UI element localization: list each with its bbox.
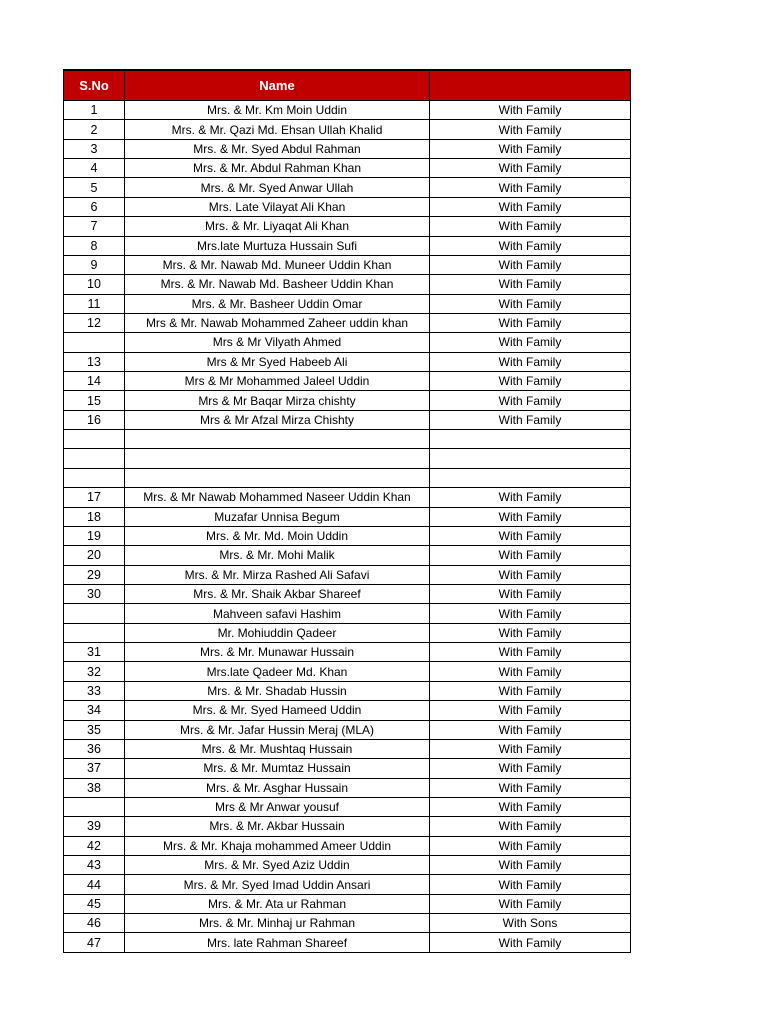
row-status-cell: With Family [430,120,631,139]
row-sno-cell: 37 [64,759,125,778]
row-sno-cell: 17 [64,488,125,507]
table-row [64,255,631,274]
row-sno-cell: 38 [64,778,125,797]
row-name-cell: Mrs & Mr Syed Habeeb Ali [125,352,430,371]
row-name-cell: Mrs. & Mr. Minhaj ur Rahman [125,914,430,933]
row-name-cell: Mrs. & Mr. Jafar Hussin Meraj (MLA) [125,720,430,739]
row-name-cell: Mrs. & Mr. Syed Aziz Uddin [125,856,430,875]
table-row [64,139,631,158]
row-sno-cell: 32 [64,662,125,681]
row-name-cell: Mrs. & Mr. Abdul Rahman Khan [125,159,430,178]
table-row [64,352,631,371]
row-name-cell [125,468,430,487]
row-sno-cell: 44 [64,875,125,894]
row-name-cell: Mrs. Late Vilayat Ali Khan [125,197,430,216]
column-header-sno: S.No [64,70,125,101]
header-row [64,70,631,101]
row-status-cell: With Family [430,255,631,274]
row-status-cell: With Family [430,159,631,178]
table-row [64,236,631,255]
row-status-cell: With Family [430,701,631,720]
row-status-cell: With Family [430,565,631,584]
row-sno-cell: 6 [64,197,125,216]
row-status-cell: With Family [430,720,631,739]
table-row [64,836,631,855]
table-row [64,468,631,487]
row-name-cell: Mrs. & Mr. Syed Hameed Uddin [125,701,430,720]
row-status-cell [430,449,631,468]
row-sno-cell: 13 [64,352,125,371]
row-sno-cell: 19 [64,526,125,545]
row-status-cell: With Family [430,217,631,236]
row-name-cell: Mrs. & Mr. Basheer Uddin Omar [125,294,430,313]
table-body [64,101,631,953]
row-status-cell: With Family [430,352,631,371]
table-row [64,681,631,700]
row-sno-cell: 36 [64,739,125,758]
row-sno-cell [64,797,125,816]
row-sno-cell: 35 [64,720,125,739]
row-sno-cell: 15 [64,391,125,410]
row-sno-cell: 45 [64,894,125,913]
row-status-cell: With Family [430,391,631,410]
row-status-cell: With Family [430,197,631,216]
table-row [64,856,631,875]
row-name-cell: Mrs. & Mr. Mirza Rashed Ali Safavi [125,565,430,584]
row-sno-cell: 20 [64,546,125,565]
row-status-cell: With Family [430,778,631,797]
table-row [64,430,631,449]
row-name-cell: Mr. Mohiuddin Qadeer [125,623,430,642]
column-header-status [430,70,631,101]
row-sno-cell: 46 [64,914,125,933]
table-row [64,275,631,294]
row-sno-cell: 31 [64,643,125,662]
row-status-cell: With Family [430,488,631,507]
row-sno-cell: 43 [64,856,125,875]
table-row [64,914,631,933]
row-name-cell [125,449,430,468]
table-row [64,739,631,758]
row-status-cell: With Family [430,817,631,836]
row-name-cell: Mrs. & Mr. Akbar Hussain [125,817,430,836]
column-header-name: Name [125,70,430,101]
table-row [64,797,631,816]
row-sno-cell: 29 [64,565,125,584]
row-name-cell: Mrs & Mr Baqar Mirza chishty [125,391,430,410]
row-sno-cell: 30 [64,584,125,603]
row-sno-cell [64,333,125,352]
row-status-cell: With Family [430,139,631,158]
row-name-cell: Mrs. & Mr. Shaik Akbar Shareef [125,584,430,603]
table-row [64,294,631,313]
row-status-cell: With Family [430,643,631,662]
row-name-cell: Mrs. & Mr. Liyaqat Ali Khan [125,217,430,236]
row-status-cell: With Family [430,856,631,875]
table-row [64,701,631,720]
row-name-cell: Mrs. late Rahman Shareef [125,933,430,952]
row-name-cell: Mrs. & Mr. Asghar Hussain [125,778,430,797]
row-sno-cell [64,449,125,468]
row-sno-cell: 4 [64,159,125,178]
row-name-cell: Mrs. & Mr. Qazi Md. Ehsan Ullah Khalid [125,120,430,139]
row-status-cell: With Family [430,372,631,391]
row-sno-cell: 16 [64,410,125,429]
row-name-cell: Mrs. & Mr Nawab Mohammed Naseer Uddin Khan [125,488,430,507]
row-status-cell: With Family [430,759,631,778]
table-row [64,410,631,429]
table-row [64,546,631,565]
row-name-cell: Mrs. & Mr. Nawab Md. Muneer Uddin Khan [125,255,430,274]
row-name-cell: Mrs. & Mr. Munawar Hussain [125,643,430,662]
row-sno-cell: 34 [64,701,125,720]
row-sno-cell: 33 [64,681,125,700]
table-row [64,933,631,952]
table-row [64,643,631,662]
row-sno-cell: 9 [64,255,125,274]
row-sno-cell [64,604,125,623]
row-status-cell: With Family [430,546,631,565]
row-name-cell: Mrs & Mr. Nawab Mohammed Zaheer uddin khan [125,313,430,332]
guest-list-table [63,69,631,953]
row-status-cell: With Family [430,662,631,681]
row-status-cell [430,430,631,449]
row-name-cell: Mrs. & Mr. Md. Moin Uddin [125,526,430,545]
table-row [64,565,631,584]
table-row [64,372,631,391]
row-name-cell: Mrs & Mr Afzal Mirza Chishty [125,410,430,429]
row-status-cell: With Sons [430,914,631,933]
row-name-cell: Mrs. & Mr. Ata ur Rahman [125,894,430,913]
row-status-cell: With Family [430,797,631,816]
table-row [64,217,631,236]
row-sno-cell: 8 [64,236,125,255]
table-row [64,778,631,797]
row-sno-cell: 2 [64,120,125,139]
row-name-cell: Mrs. & Mr. Syed Imad Uddin Ansari [125,875,430,894]
row-name-cell: Mahveen safavi Hashim [125,604,430,623]
row-sno-cell: 1 [64,101,125,120]
row-sno-cell: 3 [64,139,125,158]
table-row [64,720,631,739]
row-name-cell: Muzafar Unnisa Begum [125,507,430,526]
table-row [64,120,631,139]
row-sno-cell: 10 [64,275,125,294]
table-row [64,584,631,603]
row-sno-cell: 12 [64,313,125,332]
row-status-cell: With Family [430,333,631,352]
table-row [64,313,631,332]
row-status-cell: With Family [430,681,631,700]
table-row [64,488,631,507]
table-row [64,759,631,778]
table-row [64,333,631,352]
row-name-cell: Mrs. & Mr. Khaja mohammed Ameer Uddin [125,836,430,855]
table-row [64,449,631,468]
table-row [64,197,631,216]
row-name-cell: Mrs & Mr Anwar yousuf [125,797,430,816]
table-row [64,391,631,410]
row-name-cell: Mrs. & Mr. Km Moin Uddin [125,101,430,120]
row-name-cell: Mrs. & Mr. Mohi Malik [125,546,430,565]
table-row [64,623,631,642]
row-sno-cell: 47 [64,933,125,952]
row-sno-cell: 11 [64,294,125,313]
row-status-cell: With Family [430,933,631,952]
row-status-cell: With Family [430,410,631,429]
row-status-cell: With Family [430,507,631,526]
row-name-cell: Mrs & Mr Vilyath Ahmed [125,333,430,352]
row-sno-cell: 39 [64,817,125,836]
row-sno-cell [64,430,125,449]
row-status-cell: With Family [430,836,631,855]
row-name-cell: Mrs. & Mr. Mumtaz Hussain [125,759,430,778]
row-sno-cell: 5 [64,178,125,197]
table-row [64,817,631,836]
table-row [64,526,631,545]
row-name-cell [125,430,430,449]
row-status-cell: With Family [430,894,631,913]
row-sno-cell: 42 [64,836,125,855]
row-name-cell: Mrs. & Mr. Nawab Md. Basheer Uddin Khan [125,275,430,294]
table-row [64,178,631,197]
row-status-cell: With Family [430,623,631,642]
row-sno-cell: 18 [64,507,125,526]
row-sno-cell [64,468,125,487]
row-status-cell: With Family [430,101,631,120]
row-sno-cell: 7 [64,217,125,236]
row-status-cell: With Family [430,739,631,758]
table-row [64,101,631,120]
row-sno-cell [64,623,125,642]
table-row [64,159,631,178]
row-status-cell: With Family [430,313,631,332]
row-name-cell: Mrs.late Murtuza Hussain Sufi [125,236,430,255]
table-row [64,662,631,681]
row-status-cell: With Family [430,604,631,623]
row-status-cell: With Family [430,275,631,294]
row-name-cell: Mrs.late Qadeer Md. Khan [125,662,430,681]
row-name-cell: Mrs. & Mr. Shadab Hussin [125,681,430,700]
table-row [64,507,631,526]
table-header [64,70,631,101]
row-status-cell: With Family [430,875,631,894]
row-sno-cell: 14 [64,372,125,391]
row-name-cell: Mrs. & Mr. Syed Anwar Ullah [125,178,430,197]
row-status-cell: With Family [430,178,631,197]
row-name-cell: Mrs. & Mr. Mushtaq Hussain [125,739,430,758]
row-name-cell: Mrs & Mr Mohammed Jaleel Uddin [125,372,430,391]
row-status-cell: With Family [430,236,631,255]
row-status-cell: With Family [430,526,631,545]
table-row [64,875,631,894]
table-row [64,894,631,913]
row-status-cell: With Family [430,294,631,313]
row-status-cell [430,468,631,487]
row-status-cell: With Family [430,584,631,603]
row-name-cell: Mrs. & Mr. Syed Abdul Rahman [125,139,430,158]
table-row [64,604,631,623]
